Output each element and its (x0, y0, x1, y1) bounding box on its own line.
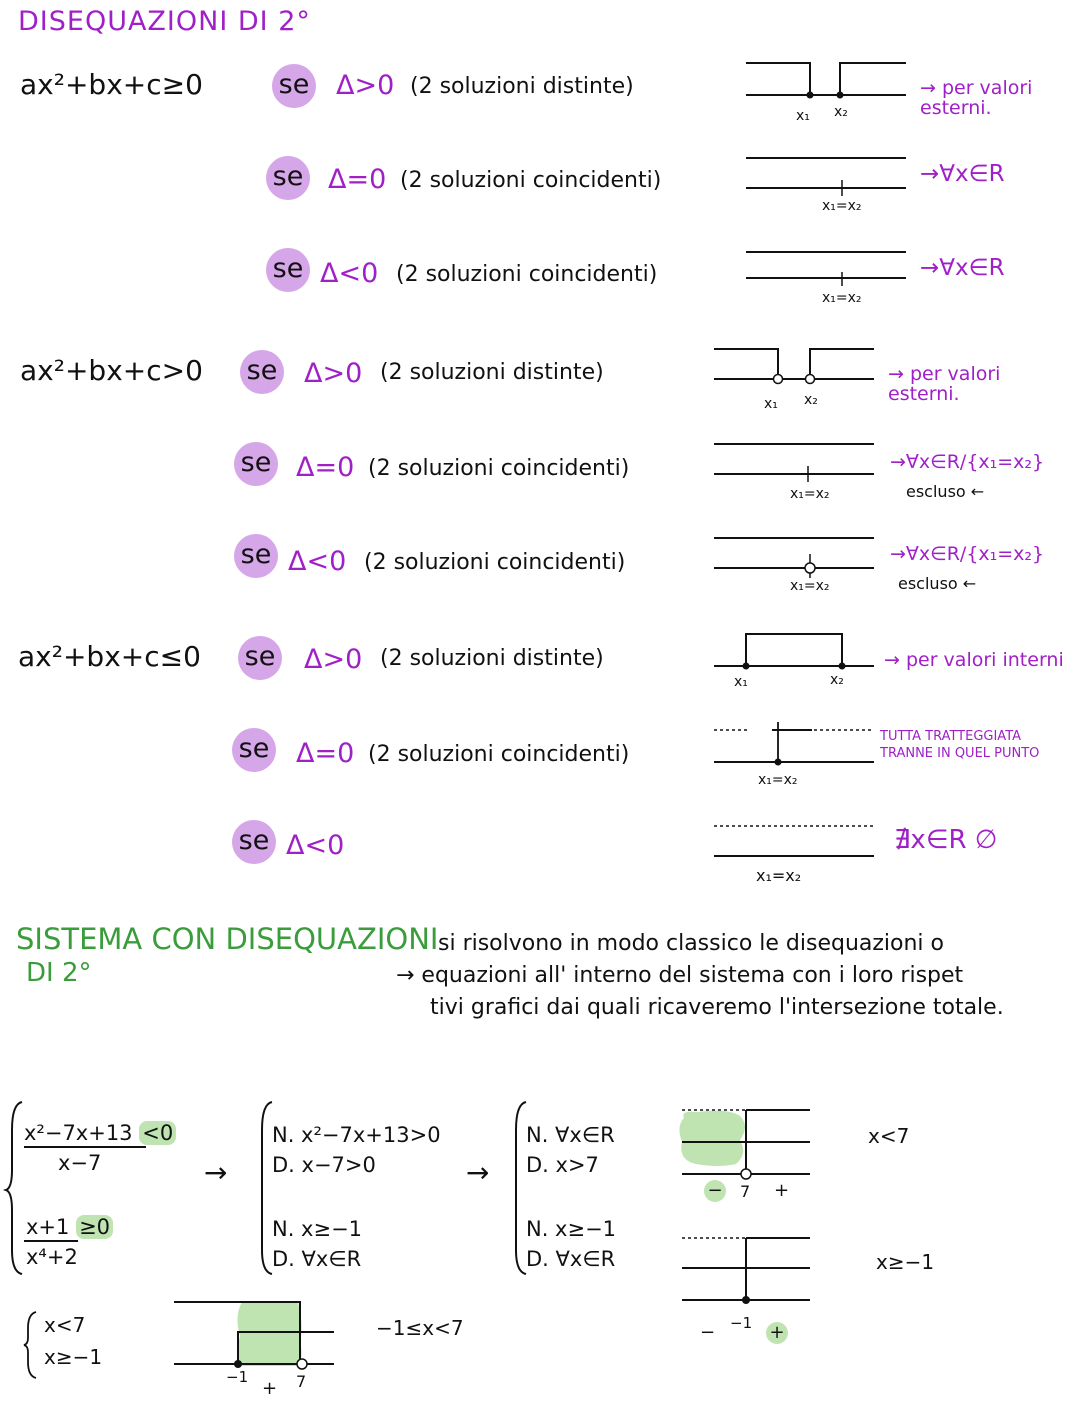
root-label: x₁ (734, 674, 748, 690)
inequality-le: ax²+bx+c≤0 (18, 640, 201, 673)
delta-condition: Δ>0 (336, 70, 395, 101)
graph-two-roots-outside (740, 55, 940, 135)
step2-line: N. x≥−1 (526, 1217, 617, 1241)
tick-label: −1 (226, 1368, 249, 1386)
step2-line: D. x>7 (526, 1153, 599, 1177)
root-label: x₁=x₂ (790, 486, 830, 502)
final-system-line: x<7 (44, 1313, 86, 1337)
graph-two-roots-outside-open (710, 342, 910, 422)
sign-label (704, 1180, 726, 1202)
system-desc-line: si risolvono in modo classico le disequazioni o (438, 931, 944, 956)
solutions-note: (2 soluzioni coincidenti) (400, 168, 662, 193)
excluded-note: escluso ← (898, 574, 977, 593)
inequality-gt: ax²+bx+c>0 (20, 354, 203, 387)
system-desc-line: tivi grafici dai quali ricaveremo l'intersezione totale. (430, 995, 1004, 1020)
minus-sign: − (704, 1180, 726, 1202)
root-label: x₁=x₂ (758, 772, 798, 788)
delta-condition: Δ=0 (328, 164, 387, 195)
result-text: →∀x∈R/{x₁=x₂} (890, 543, 1045, 565)
system-brace (24, 1310, 38, 1380)
sign-graph-x-ge-minus1 (680, 1232, 830, 1322)
sign-graph-x-lt-7 (678, 1104, 828, 1194)
result-text: →∀x∈R (920, 255, 1005, 281)
sign-highlight: ≥0 (76, 1215, 113, 1239)
step1-line: N. x²−7x+13>0 (272, 1123, 441, 1147)
root-label: x₁ (796, 108, 810, 124)
fraction2-denominator: x⁴+2 (26, 1245, 78, 1269)
numerator-text: x²−7x+13 (24, 1121, 133, 1145)
result-text: → per valori esterni. (888, 363, 1001, 405)
result-text: TUTTA TRATTEGGIATA TRANNE IN QUEL PUNTO (880, 729, 1040, 761)
solutions-note: (2 soluzioni distinte) (380, 360, 604, 385)
tick-label: 7 (740, 1182, 751, 1201)
step1-line: N. x≥−1 (272, 1217, 363, 1241)
se-badge: se (266, 156, 310, 200)
solutions-note: (2 soluzioni distinte) (380, 646, 604, 671)
final-system-line: x≥−1 (44, 1345, 103, 1369)
arrow-icon: → (466, 1156, 490, 1189)
result-text: ∄x∈R ∅ (894, 825, 998, 855)
sign-label: + (262, 1378, 278, 1399)
se-badge: se (240, 350, 284, 394)
graph-two-roots-inside (712, 630, 912, 710)
system-desc-line: → equazioni all' interno del sistema con i loro rispet (396, 963, 964, 988)
delta-condition: Δ=0 (296, 738, 355, 769)
sign-label: + (774, 1180, 790, 1201)
root-label: x₂ (804, 392, 818, 408)
fraction1-numerator (24, 1118, 176, 1148)
result-text: → per valori esterni. (920, 77, 1033, 119)
root-label: x₁=x₂ (822, 198, 862, 214)
numerator-text: x+1 (26, 1215, 70, 1239)
page-title: DISEQUAZIONI DI 2° (18, 6, 311, 37)
inequality-ge: ax²+bx+c≥0 (20, 68, 203, 101)
root-label: x₁=x₂ (756, 866, 802, 885)
se-badge: se (234, 534, 278, 578)
intersection-graph (170, 1296, 350, 1386)
se-badge: se (234, 442, 278, 486)
root-label: x₁=x₂ (790, 578, 830, 594)
graph1-result: x<7 (868, 1124, 910, 1148)
se-badge: se (232, 728, 276, 772)
fraction2-numerator (26, 1212, 113, 1242)
graph-dashed-except-point (712, 720, 892, 780)
step2-line: N. ∀x∈R (526, 1123, 615, 1147)
root-label: x₂ (834, 104, 848, 120)
result-text: → per valori interni (884, 649, 1064, 671)
delta-condition: Δ<0 (320, 258, 379, 289)
final-result: −1≤x<7 (376, 1316, 464, 1340)
result-text: →∀x∈R (920, 161, 1005, 187)
solutions-note: (2 soluzioni coincidenti) (368, 742, 630, 767)
excluded-note: escluso ← (906, 482, 985, 501)
graph2-result: x≥−1 (876, 1250, 935, 1274)
root-label: x₁ (764, 396, 778, 412)
arrow-icon: → (204, 1156, 228, 1189)
plus-sign: + (766, 1322, 788, 1344)
tick-label: −1 (730, 1314, 753, 1332)
se-badge: se (272, 64, 316, 108)
sign-highlight: <0 (139, 1121, 176, 1145)
se-badge: se (266, 248, 310, 292)
solutions-note: (2 soluzioni coincidenti) (368, 456, 630, 481)
delta-condition: Δ>0 (304, 358, 363, 389)
solutions-note: (2 soluzioni distinte) (410, 74, 634, 99)
delta-condition: Δ>0 (304, 644, 363, 675)
solutions-note: (2 soluzioni coincidenti) (396, 262, 658, 287)
delta-condition: Δ<0 (286, 830, 345, 861)
root-label: x₂ (830, 672, 844, 688)
fraction1-denominator: x−7 (58, 1151, 102, 1175)
root-label: x₁=x₂ (822, 290, 862, 306)
se-badge: se (238, 636, 282, 680)
step1-line: D. ∀x∈R (272, 1247, 362, 1271)
sign-label (766, 1322, 788, 1344)
delta-condition: Δ=0 (296, 452, 355, 483)
system-title: SISTEMA CON DISEQUAZIONI (16, 922, 439, 956)
step2-line: D. ∀x∈R (526, 1247, 616, 1271)
system-title-degree: DI 2° (26, 958, 92, 988)
solutions-note: (2 soluzioni coincidenti) (364, 550, 626, 575)
result-text: →∀x∈R/{x₁=x₂} (890, 451, 1045, 473)
system-brace (6, 1100, 26, 1280)
graph-empty-set (712, 818, 892, 868)
delta-condition: Δ<0 (288, 546, 347, 577)
tick-label: 7 (296, 1372, 307, 1391)
sign-label: − (700, 1322, 716, 1343)
se-badge: se (232, 820, 276, 864)
step1-line: D. x−7>0 (272, 1153, 376, 1177)
